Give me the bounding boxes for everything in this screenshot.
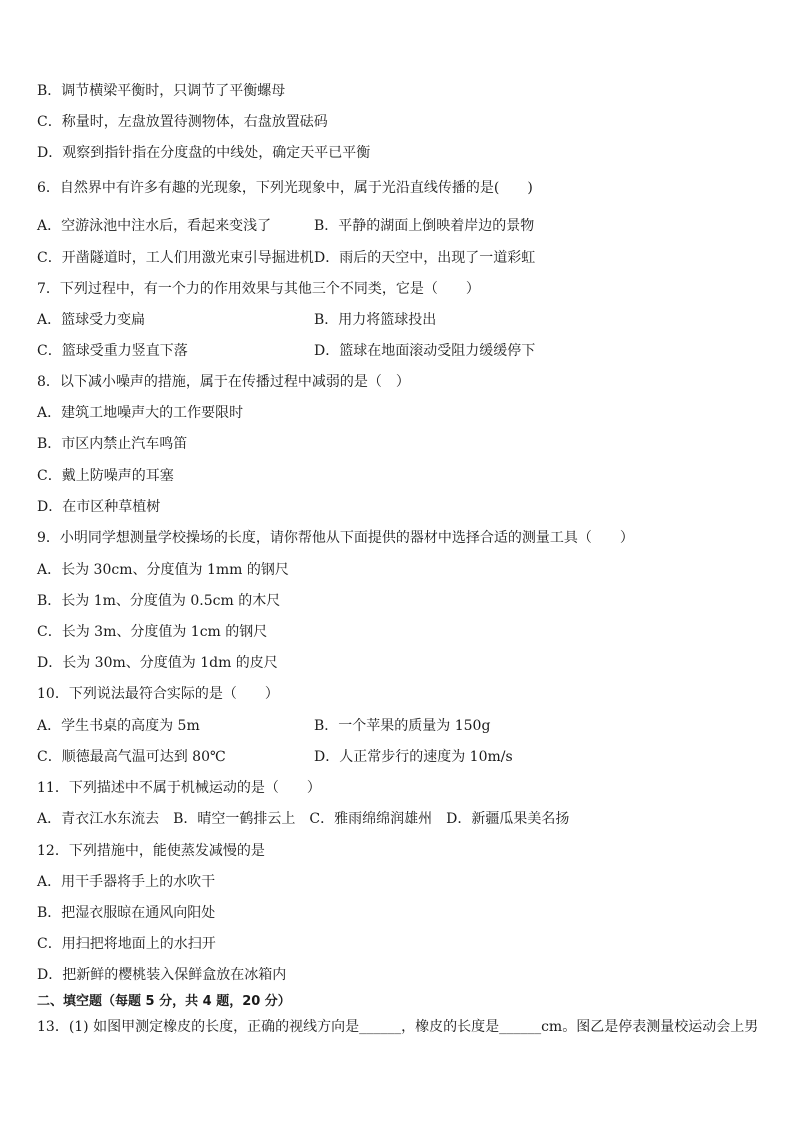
option-b-line: B．调节横梁平衡时，只调节了平衡螺母: [37, 83, 286, 99]
q6-option-b: B．平静的湖面上倒映着岸边的景物: [314, 218, 535, 234]
question-12: 12．下列措施中，能使蒸发减慢的是: [37, 843, 265, 859]
q8-option-b: B．市区内禁止汽车鸣笛: [37, 436, 188, 452]
q12-option-d: D．把新鲜的樱桃装入保鲜盒放在冰箱内: [37, 967, 287, 983]
q8-option-a: A．建筑工地噪声大的工作要限时: [37, 405, 244, 421]
q8-option-d: D．在市区种草植树: [37, 499, 161, 515]
question-6: 6．自然界中有许多有趣的光现象，下列光现象中，属于光沿直线传播的是( ): [37, 180, 533, 196]
option-c-line: C．称量时，左盘放置待测物体，右盘放置砝码: [37, 114, 328, 130]
q6-option-a: A．空游泳池中注水后，看起来变浅了: [37, 218, 272, 234]
q9-option-b: B．长为 1m、分度值为 0.5cm 的木尺: [37, 593, 281, 609]
section-heading-fill-blank: 二、填空题（每题 5 分，共 4 题，20 分）: [37, 994, 291, 1009]
q6-option-d: D．雨后的天空中，出现了一道彩虹: [314, 250, 536, 266]
q9-option-a: A．长为 30cm、分度值为 1mm 的钢尺: [37, 562, 289, 578]
question-13: 13．(1) 如图甲测定橡皮的长度，正确的视线方向是______，橡皮的长度是______cm。图乙是停表测量校运动会上男: [37, 1019, 759, 1035]
question-9: 9．小明同学想测量学校操场的长度，请你帮他从下面提供的器材中选择合适的测量工具（ ）: [37, 530, 634, 546]
question-10: 10．下列说法最符合实际的是（ ）: [37, 686, 279, 702]
q7-option-d: D．篮球在地面滚动受阻力缓缓停下: [314, 343, 536, 359]
question-7: 7．下列过程中，有一个力的作用效果与其他三个不同类，它是（ ）: [37, 281, 480, 297]
q10-option-c: C．顺德最高气温可达到 80℃: [37, 749, 226, 765]
question-11: 11．下列描述中不属于机械运动的是（ ）: [37, 780, 321, 796]
q6-option-c: C．开凿隧道时，工人们用激光束引导掘进机: [37, 250, 314, 266]
q10-option-b: B．一个苹果的质量为 150g: [314, 718, 491, 734]
q12-option-b: B．把湿衣服晾在通风向阳处: [37, 905, 216, 921]
question-8: 8．以下减小噪声的措施，属于在传播过程中减弱的是（ ）: [37, 374, 410, 390]
q11-options: A．青衣江水东流去 B．晴空一鹤排云上 C．雅雨绵绵润雄州 D．新疆瓜果美名扬: [37, 811, 570, 827]
q10-option-a: A．学生书桌的高度为 5m: [37, 718, 200, 734]
q9-option-c: C．长为 3m、分度值为 1cm 的钢尺: [37, 624, 268, 640]
option-d-line: D．观察到指针指在分度盘的中线处，确定天平已平衡: [37, 145, 371, 161]
q7-option-b: B．用力将篮球投出: [314, 312, 437, 328]
q7-option-c: C．篮球受重力竖直下落: [37, 343, 188, 359]
q7-option-a: A．篮球受力变扁: [37, 312, 146, 328]
q10-option-d: D．人正常步行的速度为 10m/s: [314, 749, 513, 765]
q8-option-c: C．戴上防噪声的耳塞: [37, 468, 174, 484]
q9-option-d: D．长为 30m、分度值为 1dm 的皮尺: [37, 655, 278, 671]
q12-option-c: C．用扫把将地面上的水扫开: [37, 936, 216, 952]
q12-option-a: A．用干手器将手上的水吹干: [37, 874, 216, 890]
